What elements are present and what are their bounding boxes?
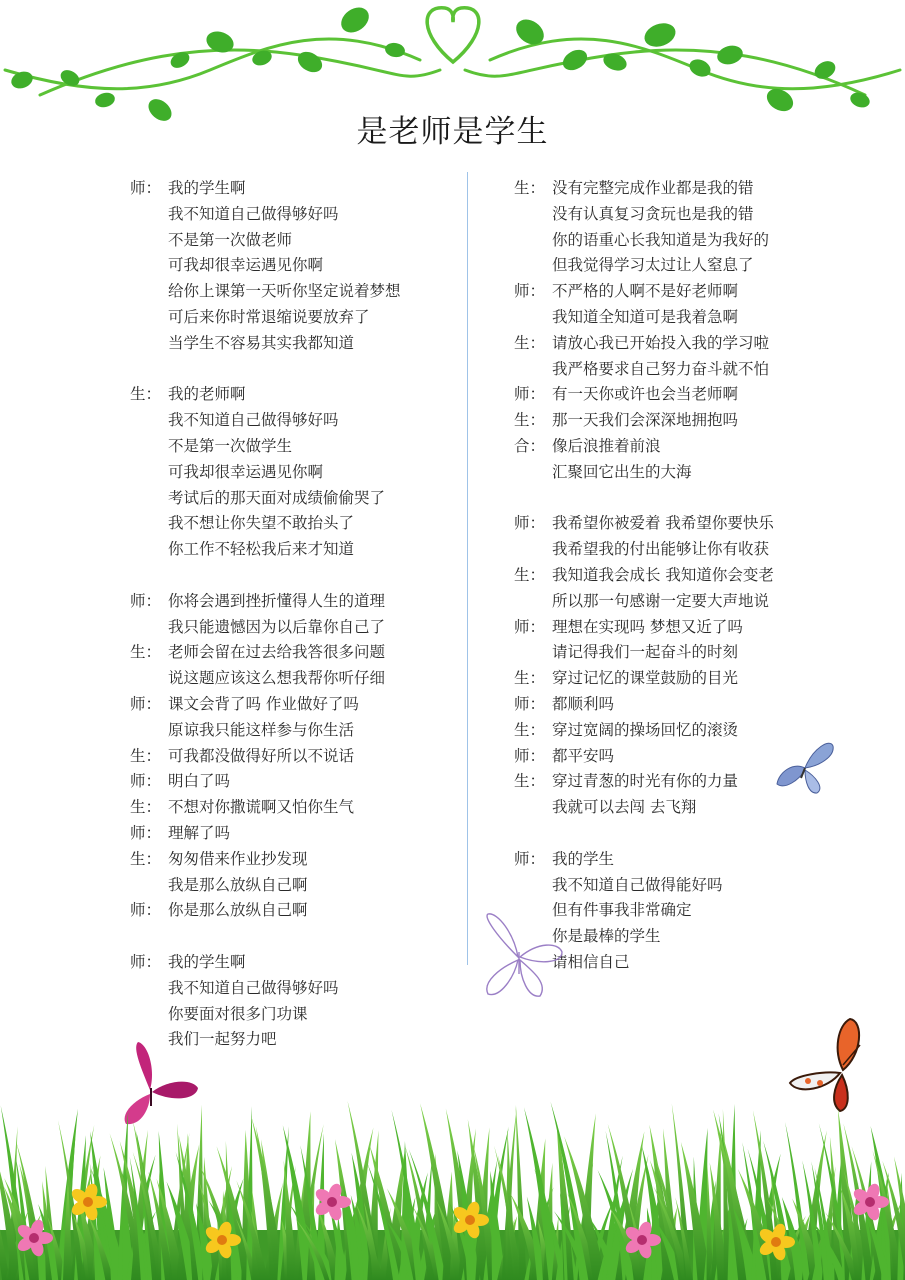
lyric-text: 我不知道自己做得够好吗 bbox=[168, 978, 339, 997]
speaker-label: 生： bbox=[514, 772, 546, 791]
lyric-line bbox=[514, 615, 814, 641]
lyric-line bbox=[514, 589, 814, 615]
speaker-label: 生： bbox=[130, 746, 162, 765]
lyric-text: 我的学生啊 bbox=[168, 952, 246, 971]
lyric-text: 但我觉得学习太过让人窒息了 bbox=[552, 256, 754, 275]
stanza-gap bbox=[514, 821, 814, 847]
lyric-line bbox=[514, 460, 814, 486]
speaker-label: 师： bbox=[514, 746, 546, 765]
lyric-line bbox=[130, 666, 465, 692]
lyric-line bbox=[514, 563, 814, 589]
lyrics-right-column bbox=[514, 176, 814, 976]
lyric-text: 可后来你时常退缩说要放弃了 bbox=[168, 307, 370, 326]
lyric-line bbox=[514, 228, 814, 254]
lyric-line bbox=[130, 615, 465, 641]
speaker-label: 生： bbox=[514, 720, 546, 739]
lyric-text: 不严格的人啊不是好老师啊 bbox=[552, 282, 739, 301]
lyric-text: 都顺利吗 bbox=[552, 694, 615, 713]
lyric-text: 我严格要求自己努力奋斗就不怕 bbox=[552, 359, 770, 378]
lyric-text: 我不知道自己做得能好吗 bbox=[552, 875, 723, 894]
grass-flowers-decoration bbox=[0, 1030, 905, 1280]
lyric-line bbox=[130, 176, 465, 202]
lyric-text: 当学生不容易其实我都知道 bbox=[168, 333, 355, 352]
lyric-line bbox=[514, 434, 814, 460]
lyric-text: 考试后的那天面对成绩偷偷哭了 bbox=[168, 488, 386, 507]
lyric-line bbox=[130, 873, 465, 899]
lyric-text: 请记得我们一起奋斗的时刻 bbox=[552, 643, 739, 662]
lyric-text: 可我却很幸运遇见你啊 bbox=[168, 462, 324, 481]
speaker-label: 师： bbox=[130, 823, 162, 842]
speaker-label: 师： bbox=[130, 772, 162, 791]
lyric-text: 都平安吗 bbox=[552, 746, 615, 765]
lyric-line bbox=[130, 847, 465, 873]
lyric-line bbox=[130, 486, 465, 512]
stanza-gap bbox=[130, 357, 465, 383]
speaker-label: 生： bbox=[514, 669, 546, 688]
lyric-text: 像后浪推着前浪 bbox=[552, 436, 661, 455]
lyric-line bbox=[130, 228, 465, 254]
lyric-line bbox=[130, 279, 465, 305]
page-title: 是老师是学生 bbox=[356, 114, 549, 150]
lyric-line bbox=[130, 795, 465, 821]
speaker-label: 生： bbox=[130, 798, 162, 817]
lyric-text: 可我都没做得好所以不说话 bbox=[168, 746, 355, 765]
lyric-line bbox=[130, 744, 465, 770]
lyric-line bbox=[130, 821, 465, 847]
lyric-text: 你是那么放纵自己啊 bbox=[168, 901, 308, 920]
lyric-text: 我是那么放纵自己啊 bbox=[168, 875, 308, 894]
column-divider bbox=[467, 172, 468, 965]
lyric-line bbox=[514, 537, 814, 563]
lyric-line bbox=[130, 898, 465, 924]
lyric-line bbox=[514, 176, 814, 202]
lyric-line bbox=[514, 279, 814, 305]
lyric-line bbox=[514, 511, 814, 537]
lyric-line bbox=[514, 331, 814, 357]
lyric-text: 我知道我会成长 我知道你会变老 bbox=[552, 565, 774, 584]
lyric-line bbox=[130, 640, 465, 666]
lyric-text: 老师会留在过去给我答很多问题 bbox=[168, 643, 386, 662]
speaker-label: 师： bbox=[130, 591, 162, 610]
lyric-line bbox=[514, 357, 814, 383]
lyric-text: 可我却很幸运遇见你啊 bbox=[168, 256, 324, 275]
lyric-text: 你是最棒的学生 bbox=[552, 927, 661, 946]
lyric-text: 请相信自己 bbox=[552, 952, 630, 971]
lyric-line bbox=[130, 511, 465, 537]
lyric-text: 我不知道自己做得够好吗 bbox=[168, 204, 339, 223]
lyric-text: 我知道全知道可是我着急啊 bbox=[552, 307, 739, 326]
lyric-line bbox=[514, 744, 814, 770]
lyric-line bbox=[130, 718, 465, 744]
lyric-text: 说这题应该这么想我帮你听仔细 bbox=[168, 669, 386, 688]
lyrics-left-column bbox=[130, 176, 465, 1053]
lyric-line bbox=[130, 1002, 465, 1028]
lyric-text: 你的语重心长我知道是为我好的 bbox=[552, 230, 770, 249]
lyric-text: 我不想让你失望不敢抬头了 bbox=[168, 514, 355, 533]
lyric-text: 不是第一次做老师 bbox=[168, 230, 293, 249]
lyric-line bbox=[130, 408, 465, 434]
lyric-text: 明白了吗 bbox=[168, 772, 231, 791]
lyric-text: 我们一起努力吧 bbox=[168, 1030, 277, 1049]
speaker-label: 师： bbox=[514, 694, 546, 713]
lyric-line bbox=[130, 434, 465, 460]
speaker-label: 师： bbox=[130, 694, 162, 713]
speaker-label: 师： bbox=[514, 849, 546, 868]
speaker-label: 生： bbox=[514, 411, 546, 430]
lyric-text: 但有件事我非常确定 bbox=[552, 901, 692, 920]
speaker-label: 生： bbox=[514, 565, 546, 584]
speaker-label: 师： bbox=[514, 514, 546, 533]
lyric-line bbox=[514, 305, 814, 331]
lyric-text: 不想对你撒谎啊又怕你生气 bbox=[168, 798, 355, 817]
lyric-text: 理想在实现吗 梦想又近了吗 bbox=[552, 617, 743, 636]
speaker-label: 师： bbox=[130, 901, 162, 920]
butterfly-outline-icon bbox=[478, 912, 568, 1000]
speaker-label: 生： bbox=[130, 643, 162, 662]
lyric-text: 我的学生 bbox=[552, 849, 615, 868]
speaker-label: 师： bbox=[514, 617, 546, 636]
stanza-gap bbox=[514, 486, 814, 512]
lyric-line bbox=[130, 331, 465, 357]
speaker-label: 师： bbox=[130, 179, 162, 197]
lyric-line bbox=[130, 460, 465, 486]
speaker-label: 师： bbox=[514, 282, 546, 301]
lyric-text: 课文会背了吗 作业做好了吗 bbox=[168, 694, 359, 713]
lyric-line bbox=[514, 769, 814, 795]
speaker-label: 生： bbox=[514, 333, 546, 352]
lyric-line bbox=[130, 537, 465, 563]
lyric-line bbox=[514, 692, 814, 718]
lyric-line bbox=[130, 305, 465, 331]
lyric-text: 原谅我只能这样参与你生活 bbox=[168, 720, 355, 739]
lyric-text: 请放心我已开始投入我的学习啦 bbox=[552, 333, 770, 352]
lyric-text: 我的学生啊 bbox=[168, 179, 246, 197]
lyric-line bbox=[514, 795, 814, 821]
lyric-line bbox=[130, 589, 465, 615]
lyric-text: 穿过记忆的课堂鼓励的目光 bbox=[552, 669, 739, 688]
lyric-line bbox=[514, 253, 814, 279]
speaker-label: 生： bbox=[514, 179, 546, 197]
lyric-text: 我不知道自己做得够好吗 bbox=[168, 411, 339, 430]
speaker-label: 生： bbox=[130, 849, 162, 868]
speaker-label: 合： bbox=[514, 436, 546, 455]
lyric-text: 你将会遇到挫折懂得人生的道理 bbox=[168, 591, 386, 610]
lyric-line bbox=[514, 847, 814, 873]
lyric-text: 有一天你或许也会当老师啊 bbox=[552, 385, 739, 404]
lyric-text: 你要面对很多门功课 bbox=[168, 1004, 308, 1023]
lyric-text: 我希望你被爱着 我希望你要快乐 bbox=[552, 514, 774, 533]
lyric-line bbox=[514, 666, 814, 692]
lyric-text: 不是第一次做学生 bbox=[168, 436, 293, 455]
lyric-text: 没有完整完成作业都是我的错 bbox=[552, 179, 754, 197]
lyric-line bbox=[514, 382, 814, 408]
lyric-text: 我只能遗憾因为以后靠你自己了 bbox=[168, 617, 386, 636]
lyric-line bbox=[514, 873, 814, 899]
lyric-text: 没有认真复习贪玩也是我的错 bbox=[552, 204, 754, 223]
lyric-line bbox=[130, 976, 465, 1002]
lyric-line bbox=[514, 408, 814, 434]
lyric-line bbox=[130, 950, 465, 976]
lyric-text: 穿过宽阔的操场回忆的滚烫 bbox=[552, 720, 739, 739]
lyric-line bbox=[514, 718, 814, 744]
lyric-text: 理解了吗 bbox=[168, 823, 231, 842]
lyric-line bbox=[130, 382, 465, 408]
lyric-text: 那一天我们会深深地拥抱吗 bbox=[552, 411, 739, 430]
lyric-line bbox=[514, 202, 814, 228]
butterfly-blue-icon bbox=[775, 738, 837, 796]
lyric-text: 给你上课第一天听你坚定说着梦想 bbox=[168, 282, 401, 301]
lyric-text: 匆匆借来作业抄发现 bbox=[168, 849, 308, 868]
lyric-text: 所以那一句感谢一定要大声地说 bbox=[552, 591, 770, 610]
stanza-gap bbox=[130, 563, 465, 589]
lyric-line bbox=[130, 769, 465, 795]
lyric-line bbox=[130, 202, 465, 228]
lyric-line bbox=[130, 253, 465, 279]
lyric-text: 你工作不轻松我后来才知道 bbox=[168, 540, 355, 559]
lyric-text: 我希望我的付出能够让你有收获 bbox=[552, 540, 770, 559]
lyric-text: 我就可以去闯 去飞翔 bbox=[552, 798, 697, 817]
lyric-line bbox=[130, 692, 465, 718]
lyric-line bbox=[514, 640, 814, 666]
speaker-label: 师： bbox=[130, 952, 162, 971]
lyric-text: 穿过青葱的时光有你的力量 bbox=[552, 772, 739, 791]
speaker-label: 师： bbox=[514, 385, 546, 404]
stanza-gap bbox=[130, 924, 465, 950]
speaker-label: 生： bbox=[130, 385, 162, 404]
lyric-text: 汇聚回它出生的大海 bbox=[552, 462, 692, 481]
lyric-text: 我的老师啊 bbox=[168, 385, 246, 404]
